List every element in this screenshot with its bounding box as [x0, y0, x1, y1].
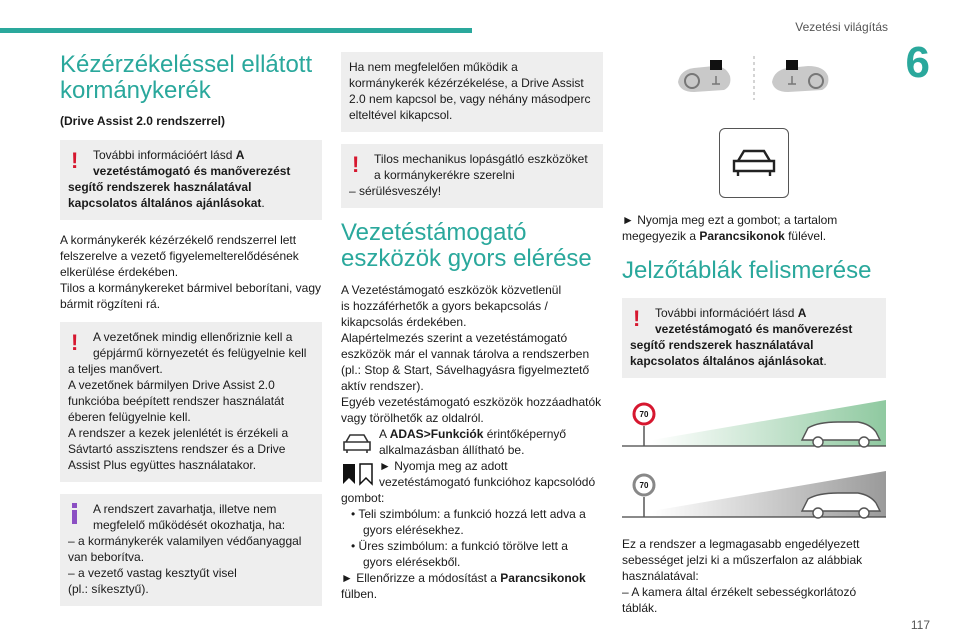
road-sign-figure-2 — [622, 467, 886, 525]
header-accent-bar — [0, 28, 472, 33]
paragraph-intro: A kormánykerék kézérzékelő rendszerrel lett felszerelve a vezető figyelemelterelődésének elkerülése érdekében. Tilos a kormánykereket bármivel beborítani, vagy bármit rögzíteni rá. — [60, 233, 321, 311]
car-outline-icon — [729, 145, 779, 181]
page-number: 117 — [910, 618, 930, 632]
bullet-filled: • Teli szimbólum: a funkció hozzá lett adva a gyors elérésekhez. — [351, 507, 586, 537]
paragraph-button: gombot: — [341, 491, 385, 505]
paragraph-press-button: ► Nyomja meg ezt a gombot; a tartalom megegyezik a Parancsikonok fülével. — [622, 213, 838, 243]
column-1 — [60, 52, 322, 618]
warning-box-driver: ! A vezetőnek mindig ellenőriznie kell a gépjármű környezetét és felügyelnie kell a teljes manővert. A vezetőnek bármilyen Drive Assist 2.0 funkcióba beépített rendszer használatát éberen felügyelnie kell. A rendszer a kezek jelenlétét is érzékeli a Sávtartó asszisztens rendszer és a Drive Assist Plus együttes használatakor. — [60, 322, 322, 482]
paragraph-quick-access: A Vezetéstámogató eszközök közvetlenül is hozzáférhetők a gyors bekapcsolás / kikapcsolás érdekében. Alapértelmezés szerint a vezetéstámogató eszközök már el vannak tárolva a rendszerben (pl.: Stop & Start, Sávelhagyásra figyelmeztető aktív rendszer). Egyéb vezetéstámogató eszközök hozzáadhatók vagy törölhetők az oldalról. — [341, 283, 602, 425]
heading-hands-detection: Kézérzékeléssel ellátott kormánykerék — [60, 51, 313, 104]
subheading: (Drive Assist 2.0 rendszerrel) — [60, 114, 225, 128]
warning-icon: ! — [71, 148, 79, 173]
steering-wheel-figure — [674, 52, 834, 102]
car-outline-icon — [341, 428, 373, 458]
press-function-line: ► Nyomja meg az adott vezetéstámogató funkcióhoz kapcsolódó — [341, 458, 603, 490]
bullet-empty: • Üres szimbólum: a funkció törölve lett a gyors elérésekből. — [351, 539, 568, 569]
warning-icon: ! — [71, 330, 79, 355]
note-box: Ha nem megfelelően működik a kormánykerék kézérzékelése, a Drive Assist 2.0 nem kapcsol be, vagy néhány másodperc elteltével kikapcsol. — [341, 52, 603, 132]
warning-icon: ! — [352, 152, 360, 177]
info-icon — [71, 503, 77, 525]
heading-quick-access: Vezetéstámogató eszközök gyors elérése — [341, 219, 592, 272]
check-line: ► Ellenőrizze a módosítást a Parancsikonok fülben. — [341, 571, 586, 601]
warning-box-antitheft: ! Tilos mechanikus lopásgátló eszközöket a kormánykerékre szerelni – sérülésveszély! — [341, 144, 603, 208]
warning-box-sign: ! További információért lásd A vezetéstámogató és manőverezést segítő rendszerek használatával kapcsolatos általános ajánlásokat. — [622, 298, 886, 378]
column-2 — [341, 52, 603, 602]
heading-sign-recognition: Jelzőtáblák felismerése — [622, 257, 872, 284]
speed-sign-text: 70 — [639, 481, 649, 490]
paragraph-sign-system: Ez a rendszer a legmagasabb engedélyezett sebességet jelzi ki a műszerfalon az alábbiak használatával: – A kamera által érzékelt sebességkorlátozó táblák. — [622, 537, 863, 615]
section-title: Vezetési világítás — [795, 20, 888, 34]
info-box: A rendszert zavarhatja, illetve nem megfelelő működését okozhatja, ha: – a kormánykerék valamilyen védőanyaggal van beborítva. – a vezető vastag kesztyűt visel (pl.: síkesztyű). — [60, 494, 322, 606]
chapter-number: 6 — [905, 38, 930, 87]
filled-empty-symbol-icon — [341, 460, 375, 488]
speed-sign-text: 70 — [639, 410, 649, 419]
adas-app-line: A ADAS>Funkciók érintőképernyő alkalmazásban állítható be. — [341, 426, 603, 458]
road-sign-figure-1 — [622, 396, 886, 454]
column-3 — [622, 52, 886, 616]
shortcut-button[interactable] — [719, 128, 789, 198]
warning-box: ! További információért lásd A vezetéstámogató és manőverezést segítő rendszerek használatával kapcsolatos általános ajánlásokat. — [60, 140, 322, 220]
warning-icon: ! — [633, 306, 641, 331]
